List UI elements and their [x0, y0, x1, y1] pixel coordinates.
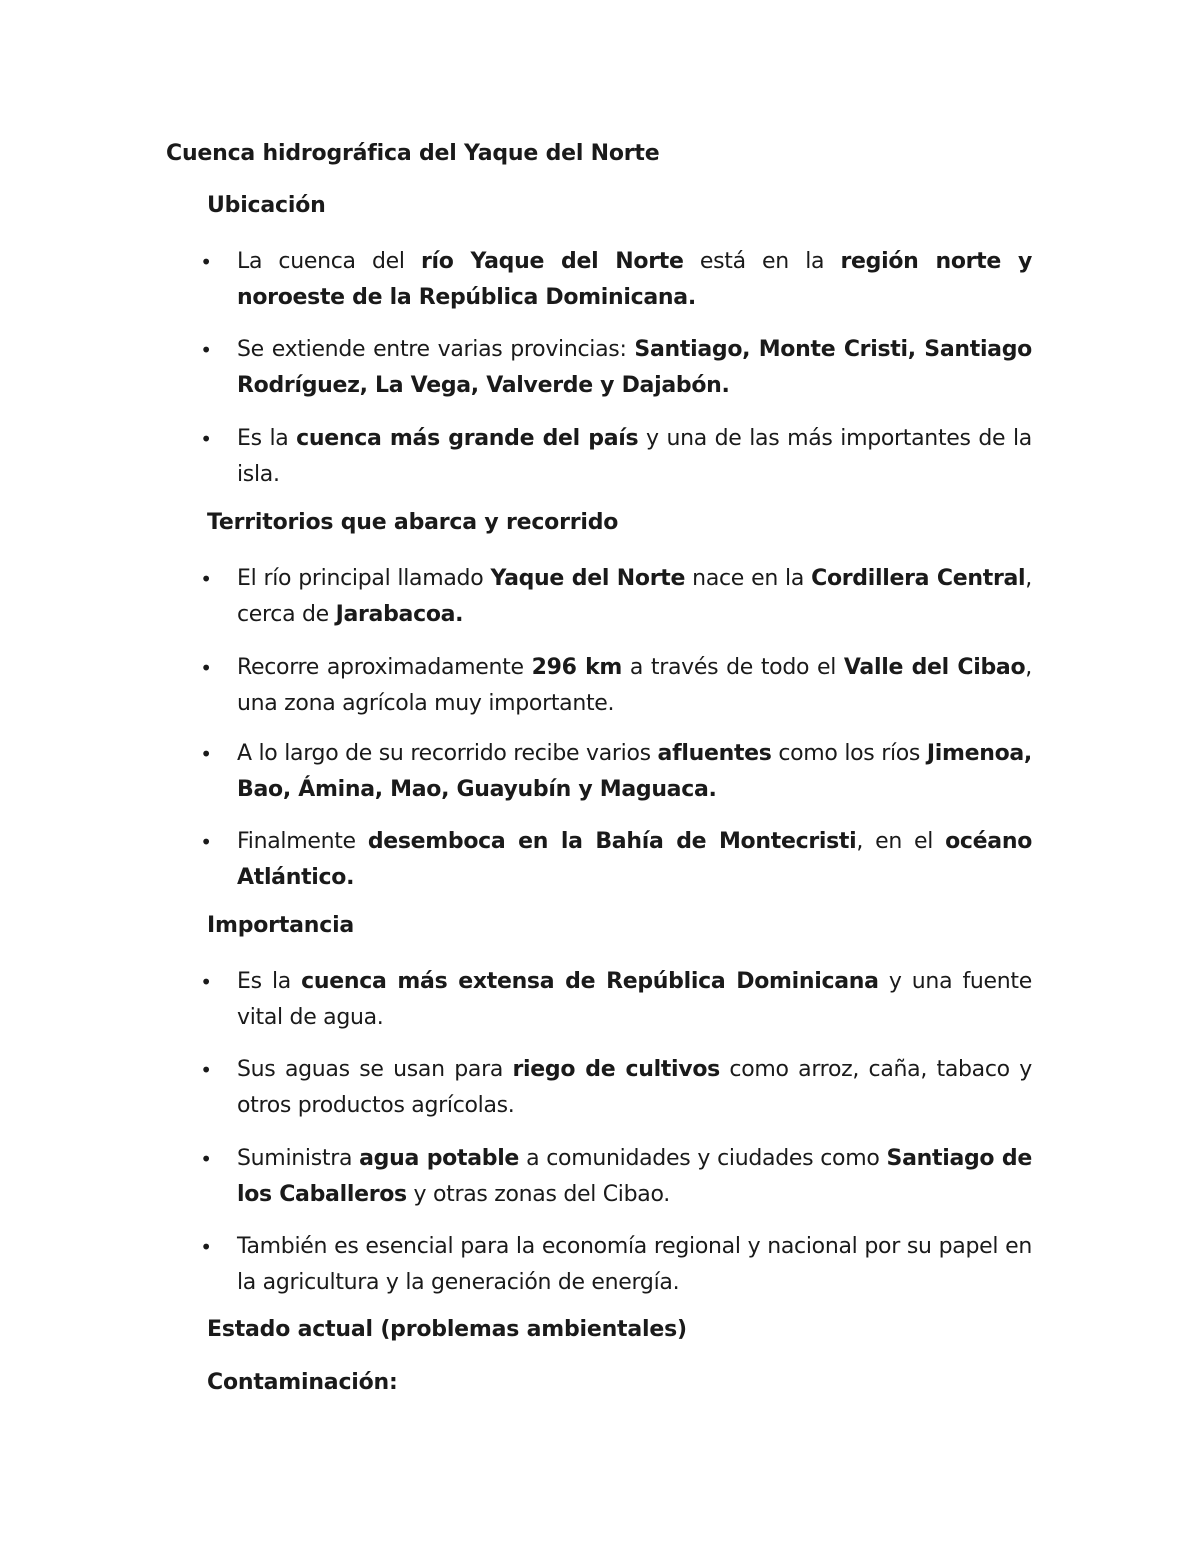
section-heading-contaminacion: Contaminación:	[207, 1370, 398, 1395]
section-heading-estado-actual: Estado actual (problemas ambientales)	[207, 1317, 687, 1342]
bullet-item: • Sus aguas se usan para riego de cultivos como arroz, caña, tabaco y otros productos agrícolas.	[237, 1052, 1032, 1124]
bullet-icon: •	[200, 1147, 212, 1171]
bullet-item: • A lo largo de su recorrido recibe varios afluentes como los ríos Jimenoa, Bao, Ámina, Mao, Guayubín y Maguaca.	[237, 736, 1032, 808]
bullet-item: • También es esencial para la economía regional y nacional por su papel en la agricultura y la generación de energía.	[237, 1229, 1032, 1301]
bullet-item: • La cuenca del río Yaque del Norte está en la región norte y noroeste de la República Dominicana.	[237, 244, 1032, 316]
document-title: Cuenca hidrográfica del Yaque del Norte	[166, 141, 660, 166]
bullet-item: • Es la cuenca más grande del país y una de las más importantes de la isla.	[237, 421, 1032, 493]
bullet-icon: •	[200, 970, 212, 994]
section-heading-importancia: Importancia	[207, 913, 355, 938]
section-heading-ubicacion: Ubicación	[207, 193, 326, 218]
bullet-item: • Finalmente desemboca en la Bahía de Montecristi, en el océano Atlántico.	[237, 824, 1032, 896]
bullet-icon: •	[200, 338, 212, 362]
bullet-item: • Es la cuenca más extensa de República Dominicana y una fuente vital de agua.	[237, 964, 1032, 1036]
bullet-item: • Se extiende entre varias provincias: Santiago, Monte Cristi, Santiago Rodríguez, La Vega, Valverde y Dajabón.	[237, 332, 1032, 404]
bullet-icon: •	[200, 427, 212, 451]
bullet-item: • Suministra agua potable a comunidades y ciudades como Santiago de los Caballeros y otras zonas del Cibao.	[237, 1141, 1032, 1213]
bullet-icon: •	[200, 567, 212, 591]
bullet-item: • Recorre aproximadamente 296 km a través de todo el Valle del Cibao, una zona agrícola muy importante.	[237, 650, 1032, 722]
bullet-icon: •	[200, 1235, 212, 1259]
bullet-icon: •	[200, 830, 212, 854]
bullet-icon: •	[200, 656, 212, 680]
section-heading-territorios: Territorios que abarca y recorrido	[207, 510, 619, 535]
bullet-icon: •	[200, 250, 212, 274]
bullet-icon: •	[200, 1058, 212, 1082]
bullet-icon: •	[200, 742, 212, 766]
bullet-item: • El río principal llamado Yaque del Norte nace en la Cordillera Central, cerca de Jarabacoa.	[237, 561, 1032, 633]
